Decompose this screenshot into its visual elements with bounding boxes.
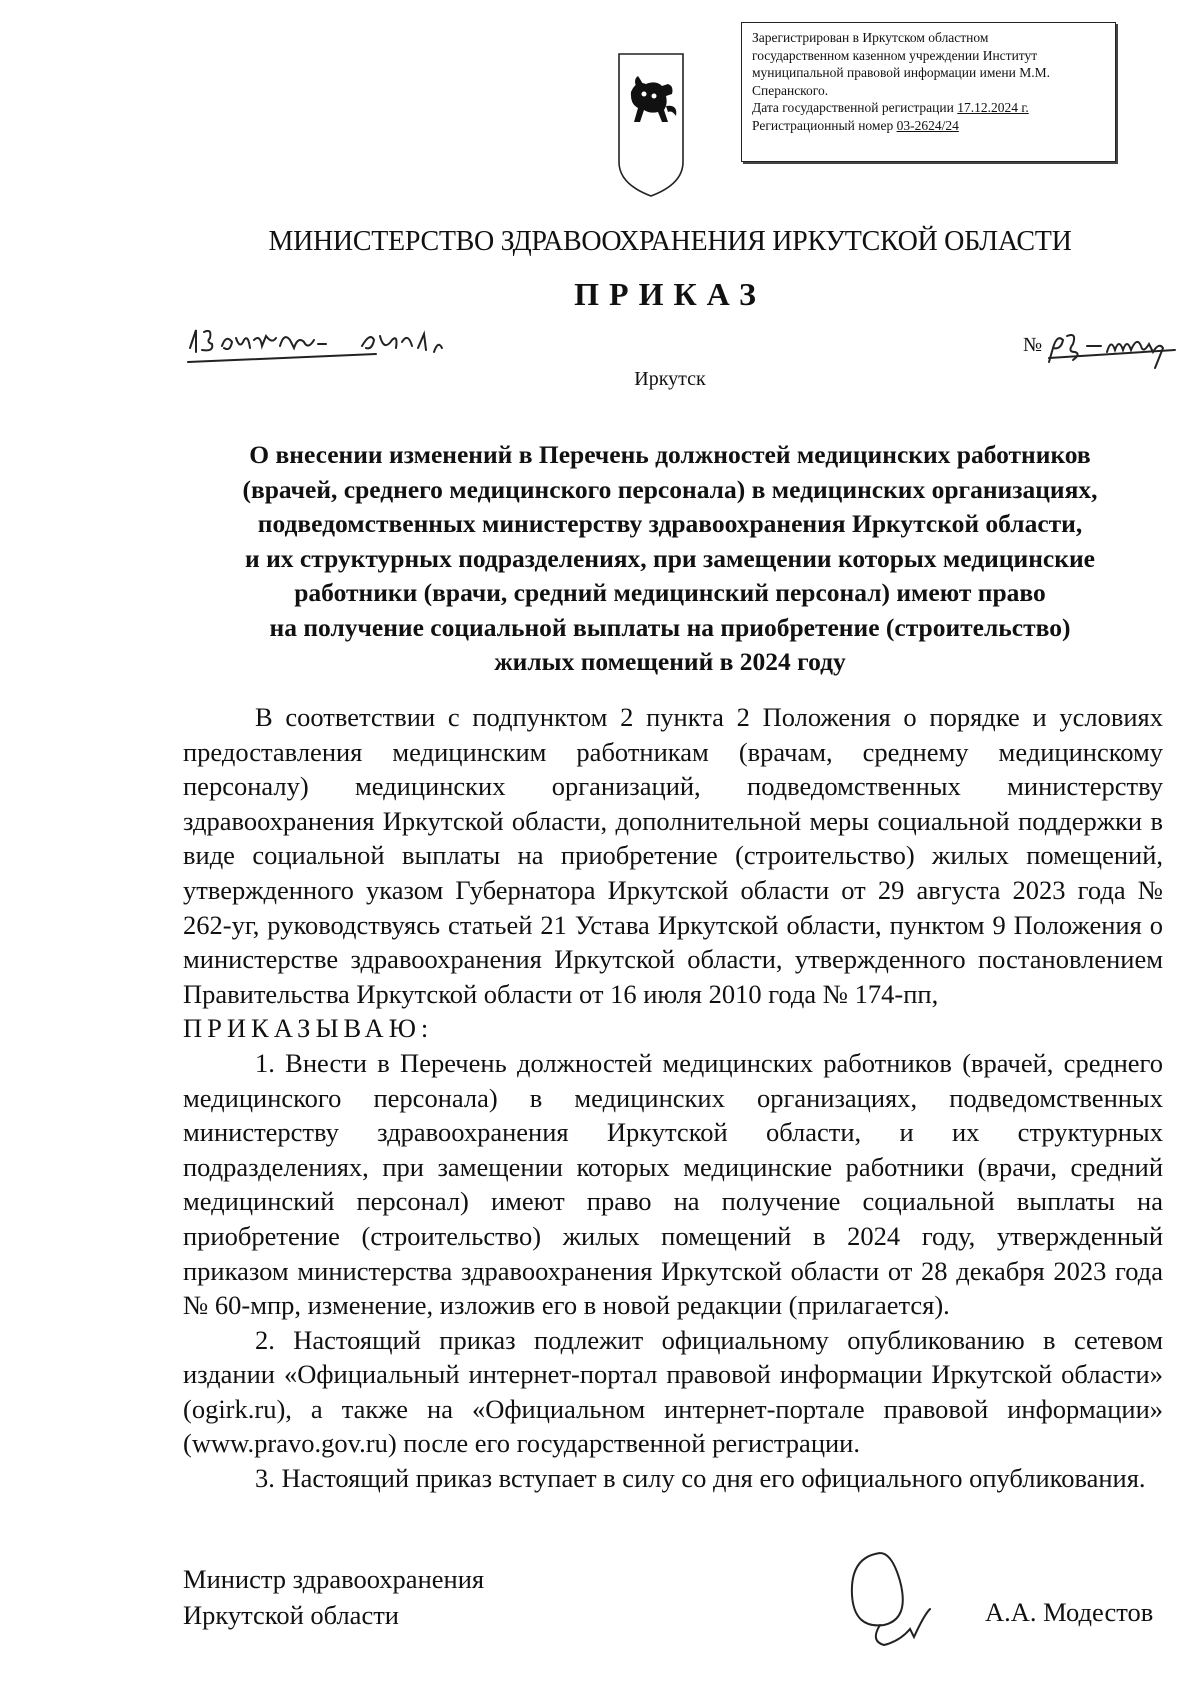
registration-date-label: Дата государственной регистрации xyxy=(752,100,958,115)
title-line: и их структурных подразделениях, при замещении которых медицинские xyxy=(245,543,1095,573)
preamble-paragraph: В соответствии с подпунктом 2 пункта 2 Положения о порядке и условиях предоставления медицинским работникам (врачам, среднему медицинскому персоналу) медицинских организаций, подведомственных министерству здравоохранения Иркутской области, дополнительной меры социальной поддержки в виде социальной выплаты на приобретение (строительство) жилых помещений, утвержденного указом Губернатора Иркутской области от 29 августа 2023 года № 262-уг, руководствуясь статьей 21 Устава Иркутской области, пунктом 9 Положения о министерстве здравоохранения Иркутской области, утвержденного постановлением Правительства Иркутской области от 16 июля 2010 года № 174-пп, xyxy=(183,702,1163,1009)
title-line: работники (врачи, средний медицинский персонал) имеют право xyxy=(294,578,1046,607)
title-line: О внесении изменений в Перечень должностей медицинских работников xyxy=(249,440,1091,469)
registration-number: 03-2624/24 xyxy=(896,117,959,133)
title-line: (врачей, среднего медицинского персонала) в медицинских организациях, xyxy=(242,474,1098,504)
coat-of-arms-emblem xyxy=(616,50,686,200)
registration-number-label: Регистрационный номер xyxy=(752,117,897,133)
handwritten-date xyxy=(186,318,476,368)
title-line: подведомственных министерству здравоохранения Иркутской области, xyxy=(257,509,1083,538)
registration-stamp xyxy=(741,22,1116,162)
registration-date-row xyxy=(752,99,1105,117)
title-line: на получение социальной выплаты на приобретение (строительство) xyxy=(269,612,1071,642)
registration-line: Сперанского. xyxy=(752,82,829,98)
document-number xyxy=(1023,322,1183,370)
registration-number-row xyxy=(752,117,1105,135)
registration-line: Зарегистрирован в Иркутском областном xyxy=(752,30,989,45)
registration-date: 17.12.2024 г. xyxy=(957,100,1029,115)
registration-line: муниципальной правовой информации имени М.М. xyxy=(752,65,1050,80)
ministry-name: МИНИСТЕРСТВО ЗДРАВООХРАНЕНИЯ ИРКУТСКОЙ ОБЛАСТИ xyxy=(268,226,1072,257)
document-title xyxy=(180,438,1160,680)
order-item: 3. Настоящий приказ вступает в силу со дня его официального опубликования. xyxy=(255,1463,1146,1494)
title-line: жилых помещений в 2024 году xyxy=(494,647,846,676)
position-line: Министр здравоохранения xyxy=(183,1564,485,1594)
order-word: ПРИКАЗЫВАЮ: xyxy=(183,1013,434,1044)
handwritten-number xyxy=(1045,322,1181,370)
position-line: Иркутской области xyxy=(183,1600,399,1630)
signatory-position xyxy=(183,1561,484,1633)
document-type: ПРИКАЗ xyxy=(574,276,766,312)
signatory-name: А.А. Модестов xyxy=(985,1597,1154,1627)
document-body xyxy=(183,700,1163,1496)
order-item: 2. Настоящий приказ подлежит официальному опубликованию в сетевом издании «Официальный интернет-портал правовой информации Иркутской области» (ogirk.ru), а также на «Официальном интернет-портале правовой информации» (www.pravo.gov.ru) после его государственной регистрации. xyxy=(183,1324,1163,1459)
handwritten-signature xyxy=(840,1545,940,1655)
number-sign: № xyxy=(1023,334,1043,356)
city: Иркутск xyxy=(634,368,706,390)
registration-line: государственном казенном учреждении Институт xyxy=(752,47,1038,63)
order-item: 1. Внести в Перечень должностей медицинских работников (врачей, среднего медицинского персонала) в медицинских организациях, подведомственных министерству здравоохранения Иркутской области, и их структурных подразделениях, при замещении которых медицинские работники (врачи, средний медицинский персонал) имеют право на получение социальной выплаты на приобретение (строительство) жилых помещений в 2024 году, утвержденный приказом министерства здравоохранения Иркутской области от 28 декабря 2023 года № 60-мпр, изменение, изложив его в новой редакции (прилагается). xyxy=(183,1047,1163,1321)
